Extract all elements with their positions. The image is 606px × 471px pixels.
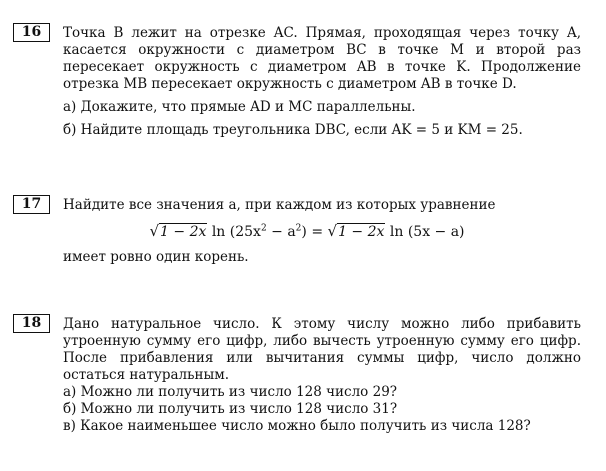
problem-number-box: 18 xyxy=(13,314,50,333)
problem-statement: Найдите все значения a, при каждом из которых уравнение xyxy=(63,197,496,213)
problem-number-box: 16 xyxy=(13,23,50,42)
problem-body xyxy=(63,316,581,435)
sqrt-right: √1 − 2x xyxy=(327,222,385,240)
subquestion-b: б) Найдите площадь треугольника DBC, если AK = 5 и KM = 25. xyxy=(63,122,523,138)
subquestion-b: б) Можно ли получить из число 128 число 31? xyxy=(63,401,398,417)
problem-body xyxy=(63,25,581,139)
subquestion-c: в) Какое наименьшее число можно было получить из числа 128? xyxy=(63,418,531,434)
sqrt-left: √1 − 2x xyxy=(149,222,207,240)
problem-statement-end: имеет ровно один корень. xyxy=(63,249,249,265)
problem-statement: Дано натуральное число. К этому числу можно либо прибавить утроенную сумму его цифр, либо вычесть утроенную сумму его цифр. После прибавления или вычитания суммы цифр, число должно остаться натуральным. xyxy=(63,316,581,383)
equation: √1 − 2x $\ln (25x^2 - a^2) = √1 - 2x$ ln (5x − a) xyxy=(63,220,581,243)
problem-statement: Точка B лежит на отрезке AC. Прямая, проходящая через точку A, касается окружности с диаметром BC в точке M и второй раз пересекает окружность с диаметром AB в точке K. Продолжение отрезка MB пересекает окружность с диаметром AB в точке D. xyxy=(63,25,581,92)
subquestion-a: а) Можно ли получить из число 128 число 29? xyxy=(63,384,398,400)
problem-body xyxy=(63,197,581,266)
problem-number-box: 17 xyxy=(13,195,50,214)
subquestion-a: а) Докажите, что прямые AD и MC параллельны. xyxy=(63,99,416,115)
